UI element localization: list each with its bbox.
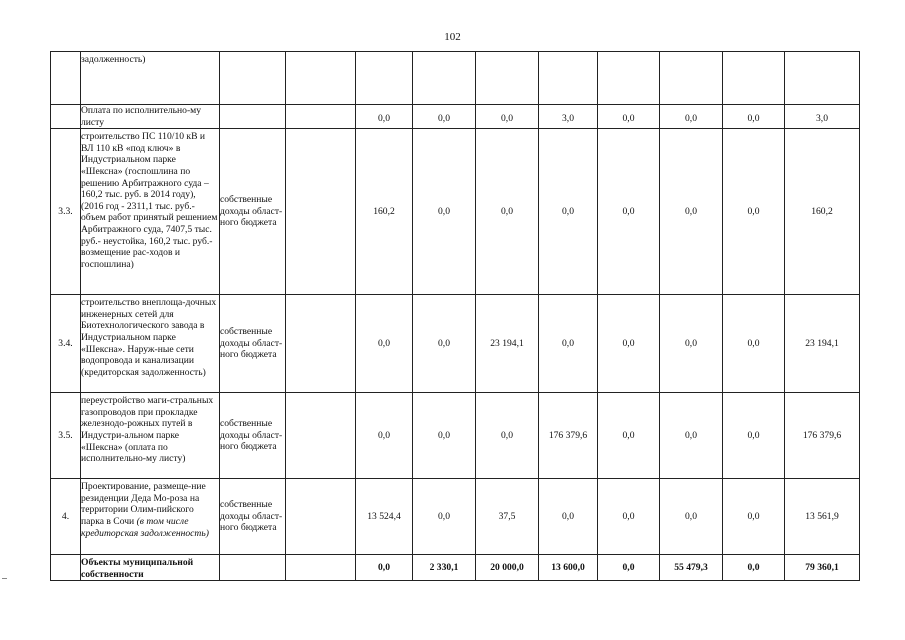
row-description bbox=[81, 479, 220, 555]
value-cell: 0,0 bbox=[413, 129, 476, 295]
row-source bbox=[220, 105, 286, 129]
value-cell: 0,0 bbox=[598, 295, 660, 393]
value-cell: 0,0 bbox=[356, 295, 413, 393]
page-number: 102 bbox=[444, 31, 461, 43]
value-cell: 0,0 bbox=[660, 479, 723, 555]
value-cell: 0,0 bbox=[598, 555, 660, 581]
row-number: 3.4. bbox=[51, 295, 81, 393]
table-row bbox=[51, 479, 860, 555]
value-cell: 0,0 bbox=[413, 105, 476, 129]
value-cell: 37,5 bbox=[476, 479, 539, 555]
value-cell: 0,0 bbox=[356, 393, 413, 479]
value-cell: 0,0 bbox=[660, 129, 723, 295]
value-cell: 0,0 bbox=[476, 129, 539, 295]
value-cell: 0,0 bbox=[598, 129, 660, 295]
empty-cell bbox=[476, 52, 539, 105]
row-number: 4. bbox=[51, 479, 81, 555]
value-cell: 176 379,6 bbox=[785, 393, 860, 479]
row-number bbox=[51, 555, 81, 581]
row-description: переустройство маги-стральных газопроводов при прокладке железнодо-рожных путей в Индустри-альном парке «Шексна» (оплата по исполнительно-му листу) bbox=[81, 393, 220, 479]
value-cell: 0,0 bbox=[413, 479, 476, 555]
empty-cell bbox=[723, 52, 785, 105]
row-description: задолженность) bbox=[81, 52, 220, 105]
empty-cell bbox=[286, 129, 356, 295]
row-number bbox=[51, 105, 81, 129]
row-source: собственные доходы област-ного бюджета bbox=[220, 129, 286, 295]
empty-cell bbox=[356, 52, 413, 105]
row-description: строительство внеплоща-дочных инженерных сетей для Биотехнологического завода в Индустриальном парке «Шексна». Наруж-ные сети водопровода и канализации (кредиторская задолженность) bbox=[81, 295, 220, 393]
empty-cell bbox=[286, 52, 356, 105]
row-number: 3.3. bbox=[51, 129, 81, 295]
table-row bbox=[51, 129, 860, 295]
empty-cell bbox=[286, 295, 356, 393]
value-cell: 0,0 bbox=[723, 555, 785, 581]
value-cell: 160,2 bbox=[356, 129, 413, 295]
row-description-note: (в том числе кредиторская задолженность) bbox=[81, 515, 209, 539]
value-cell: 0,0 bbox=[660, 295, 723, 393]
row-description: Оплата по исполнительно-му листу bbox=[81, 105, 220, 129]
value-cell: 0,0 bbox=[539, 295, 598, 393]
value-cell: 0,0 bbox=[413, 393, 476, 479]
margin-mark bbox=[2, 578, 7, 579]
value-cell: 23 194,1 bbox=[476, 295, 539, 393]
empty-cell bbox=[286, 479, 356, 555]
value-cell: 2 330,1 bbox=[413, 555, 476, 581]
value-cell: 13 600,0 bbox=[539, 555, 598, 581]
value-cell: 3,0 bbox=[785, 105, 860, 129]
value-cell: 0,0 bbox=[660, 393, 723, 479]
value-cell: 0,0 bbox=[356, 555, 413, 581]
value-cell: 0,0 bbox=[723, 479, 785, 555]
row-description-main: Проектирование, размеще-ние резиденции Деда Мо-роза на территории Олим-пийского парка в Сочи bbox=[81, 481, 206, 527]
value-cell: 79 360,1 bbox=[785, 555, 860, 581]
empty-cell bbox=[539, 52, 598, 105]
value-cell: 0,0 bbox=[723, 129, 785, 295]
value-cell: 13 561,9 bbox=[785, 479, 860, 555]
row-source: собственные доходы област-ного бюджета bbox=[220, 479, 286, 555]
value-cell: 0,0 bbox=[413, 295, 476, 393]
row-number: 3.5. bbox=[51, 393, 81, 479]
value-cell: 3,0 bbox=[539, 105, 598, 129]
value-cell: 0,0 bbox=[723, 295, 785, 393]
value-cell: 160,2 bbox=[785, 129, 860, 295]
table-row bbox=[51, 295, 860, 393]
value-cell: 0,0 bbox=[356, 105, 413, 129]
row-source: собственные доходы област-ного бюджета bbox=[220, 393, 286, 479]
empty-cell bbox=[286, 393, 356, 479]
empty-cell bbox=[598, 52, 660, 105]
value-cell: 23 194,1 bbox=[785, 295, 860, 393]
empty-cell bbox=[286, 105, 356, 129]
row-source: собственные доходы област-ного бюджета bbox=[220, 295, 286, 393]
table-row-total bbox=[51, 555, 860, 581]
row-description: Объекты муниципальной собственности bbox=[81, 555, 220, 581]
row-source bbox=[220, 555, 286, 581]
value-cell: 0,0 bbox=[660, 105, 723, 129]
value-cell: 0,0 bbox=[539, 129, 598, 295]
row-description: строительство ПС 110/10 кВ и ВЛ 110 кВ «под ключ» в Индустриальном парке «Шексна» (госпошлина по решению Арбитражного суда – 160,2 тыс. руб. в 2014 году), (2016 год - 2311,1 тыс. руб.- объем работ принятый решением Арбитражного суда, 7407,5 тыс. руб.- неустойка, 160,2 тыс. руб.- возмещение рас-ходов и госпошлина) bbox=[81, 129, 220, 295]
row-number bbox=[51, 52, 81, 105]
value-cell: 20 000,0 bbox=[476, 555, 539, 581]
empty-cell bbox=[785, 52, 860, 105]
empty-cell bbox=[660, 52, 723, 105]
value-cell: 0,0 bbox=[723, 105, 785, 129]
value-cell: 55 479,3 bbox=[660, 555, 723, 581]
value-cell: 176 379,6 bbox=[539, 393, 598, 479]
empty-cell bbox=[220, 52, 286, 105]
value-cell: 0,0 bbox=[598, 479, 660, 555]
table-row bbox=[51, 105, 860, 129]
value-cell: 0,0 bbox=[598, 105, 660, 129]
value-cell: 0,0 bbox=[476, 105, 539, 129]
value-cell: 0,0 bbox=[598, 393, 660, 479]
value-cell: 0,0 bbox=[539, 479, 598, 555]
value-cell: 13 524,4 bbox=[356, 479, 413, 555]
value-cell: 0,0 bbox=[723, 393, 785, 479]
value-cell: 0,0 bbox=[476, 393, 539, 479]
budget-table bbox=[50, 51, 860, 581]
table-row bbox=[51, 52, 860, 105]
table-row bbox=[51, 393, 860, 479]
empty-cell bbox=[413, 52, 476, 105]
empty-cell bbox=[286, 555, 356, 581]
